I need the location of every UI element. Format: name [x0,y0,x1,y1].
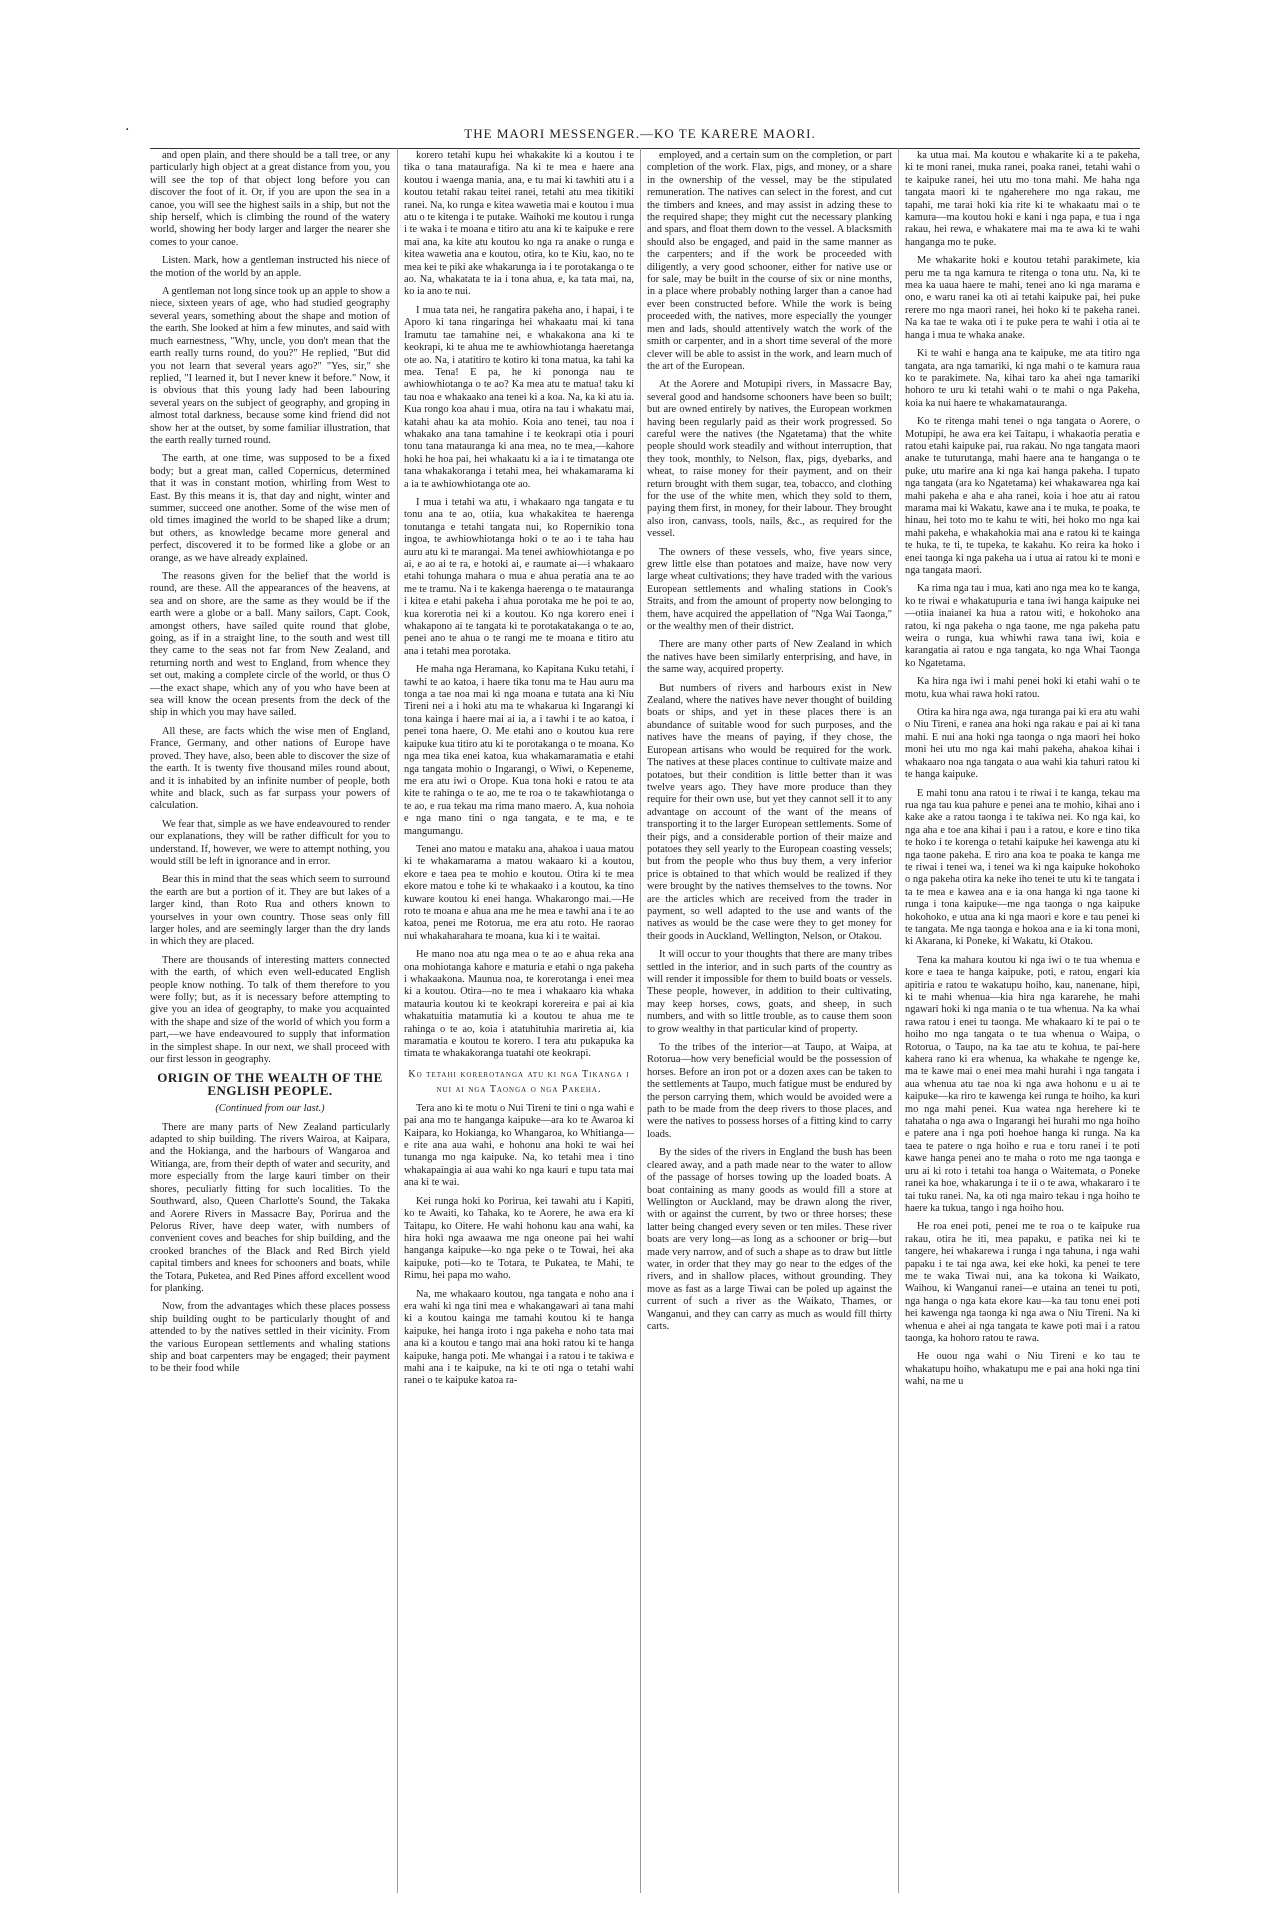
paragraph: Otira ka hira nga awa, nga turanga pai ki era atu wahi o Niu Tireni, e ranea ana hoki nga rakau e pai ai ki tana mahi. E nui ana hoki nga taonga o nga maori hei hoko moni hei utu mo nga kai mahi pakeha, ahakoa kihai i whakaaro noa nga tangata o aua wahi kia tahuri ratou ki te hanga kaipuke. [905,707,1140,781]
paragraph: He mano noa atu nga mea o te ao e ahua reka ana ona mohiotanga kahore e maturia e etahi o nga pakeha i whakaakona. Maunua noa, te korerotanga i enei mea ki a koutou. Otira—no te mea i whakaaro kia whaka matauria koutou ki te keokrapi korereira e pai ai kia whakatuitia matamutia ki a koutou te ahua me te rahinga o te ao, koia i atatuhituhia mariretia ai, kia maramatia e koutou te korero. I tera atu pukapuka ka timata te whakakoranga tuatahi ote keokrapi. [404,949,634,1060]
paragraph: All these, are facts which the wise men of England, France, Germany, and other nations of Europe have proved. They have, also, been able to discover the size of the earth. It is twenty five thousand miles round about, and it is inhabited by an infinite number of people, both white and black, such as far surpass your powers of calculation. [150,725,390,812]
paragraph: employed, and a certain sum on the completion, or part completion of the work. Flax, pigs, and money, or a share in the ownership of the vessel, may be the stipulated remuneration. The natives can select in the forest, and cut the timbers and knees, and may assist in adzing these to the required shape; they might cut the necessary planking and spars, and float them down to the vessel. A blacksmith should also be engaged, and paid in the same manner as the carpenters; and if the work be proceeded with diligently, a very good schooner, either for native use or for sale, may be built in the course of six or nine months, in a place where probably nothing larger than a canoe had ever been constructed before. While the work is being proceeded with, the natives, more especially the younger men and lads, should attentively watch the work of the smith or carpenter, and in a short time several of the more clever will be able to assist in the work, and learn much of the art of the European. [647,150,892,372]
paragraph: To the tribes of the interior—at Taupo, at Waipa, at Rotorua—how very beneficial would be the possession of horses. Before an iron pot or a dozen axes can be taken to the settlements at Taupo, much fatigue must be endured by the person carrying them, which would be avoided were a path to be made from the deep rivers to those places, and were the natives to possess horses of a fitting kind to carry loads. [647,1042,892,1140]
paragraph: The owners of these vessels, who, five years since, grew little else than potatoes and maize, have now very large wheat cultivations; they have traded with the various European settlements and whaling stations in Cook's Straits, and from the amount of property now belonging to them, have acquired the appellation of "Nga Wai Taonga," or the wealthy men of their district. [647,546,892,633]
paragraph: The reasons given for the belief that the world is round, are these. All the appearances of the heavens, at sea and on shore, are the same as they would be if the earth were a globe or a ball. Many sailors, Capt. Cook, amongst others, have sailed quite round that globe, going, as if in a straight line, to the south and west till they came to the seas not far from New Zealand, and returning north and west to England, from whence they set out, making a complete circle of the world, or thus O—the exact shape, which any of you who have been at sea will know the ocean presents from the deck of the ship in which you may have sailed. [150,571,390,719]
paragraph: A gentleman not long since took up an apple to show a niece, sixteen years of age, who had studied geography several years, something about the shape and motion of the earth. She looked at him a few minutes, and said with much earnestness, "Why, uncle, you don't mean that the earth really turns round, do you?" He replied, "But did you not learn that several years ago?" "Yes, sir," she replied, "I learned it, but I never knew it before." Now, it is obvious that this young lady had been labouring several years on the subject of geography, and groping in almost total darkness, because some kind friend did not show her at the outset, by some familiar illustration, that the earth really turned round. [150,286,390,446]
paragraph: ka utua mai. Ma koutou e whakarite ki a te pakeha, ki te moni ranei, muka ranei, poaka ranei, tetahi wahi o te kaipuke ranei, hei utu mo tona mahi. Me haha nga tangata maori ki te ngaherehere mo nga rakau, me tapahi, me tarai hoki kia rite ki te whakaatu mai o te kamura—ma koutou hoki e kani i nga papa, e tua i nga rakau, hei rewa, e whakatere mai ma te awa ki te wahi hanganga mo te puke. [905,150,1140,248]
paragraph: Ko te ritenga mahi tenei o nga tangata o Aorere, o Motupipi, he awa era kei Taitapu, i whakaotia peratia e ratou etahi kaipuke pai, rua rakau. No nga tangata maori anake te tuturutanga, mahi haere ana te hanganga o te puke, utu marire ana ki nga kai hanga pakeha. I tupato nga tangata (ara ko Ngatetama) kei whakawarea nga kai mahi pakeha e aha e aha ranei, koia i hoe atu ai ratou marama mai ki Wakatu, kawe ana i te muka, te poaka, te hinau, hei toto mo te kahu te witi, hei hoko mo nga kai mahi pakeha, e whakahokia mai ana e ratou ki te kainga te huka, te ti, te tupeka, te kakahu. Ko reira ka hoko i enei taonga ki nga pakeha ua i utua ai ratou ki te moni e nga tangata maori. [905,416,1140,576]
paragraph: He maha nga Heramana, ko Kapitana Kuku tetahi, i tawhi te ao katoa, i haere tika tonu ma te Hau auru ma tonga a tae noa mai ki nga moana e tutata ana ki Niu Tireni nei a i hoki atu ma te whakarua ki Ingarangi ki tona kainga i haere mai ai ia, a i tawhi i te ao katoa, i penei tona haere, O. Me etahi ano o koutou kua rere kaipuke kua titiro atu ki te porotakanga o te moana. Ko nga mea tika enei katoa, kua whakamaramatia e etahi nga tangata mohio o Ingarangi, o Wiwi, o Kepeneme, me era atu iwi o Orope. Kua tona hoki e ratou te ata kite te rahinga o te ao, me te roa o te takawhiotanga o te ao, e rua tekau ma rima mano maero. A, kua nohoia e nga mano tini o nga tangata, e te ma, e te mangumangu. [404,664,634,837]
column-divider [397,148,398,1893]
paragraph: Tenei ano matou e mataku ana, ahakoa i uaua matou ki te whakamarama a matou wakaaro ki a koutou, ekore e taea pea te mohio e koutou. Otira ki te mea ekore matou e tohe ki te whakaako i a koutou, ka tino kuware koutou ki enei hanga. Whakarongo mai.—He roto te moana e ahua ana me he mea e tawhi ana i te ao katoa, penei me Rotorua, me era atu roto. He raorao nui whakaharahara te moana, kua ki i te waitai. [404,843,634,942]
paragraph: There are many other parts of New Zealand in which the natives have been similarly enterprising, and have, in the same way, acquired property. [647,639,892,676]
paragraph: Ka hira nga iwi i mahi penei hoki ki etahi wahi o te motu, kua whai rawa hoki ratou. [905,676,1140,700]
article-title: ORIGIN OF THE WEALTH OF THE ENGLISH PEOPLE. [157,1070,383,1098]
paragraph: We fear that, simple as we have endeavoured to render our explanations, they will be rather difficult for you to understand. If, however, we were to attempt nothing, you would still be left in ignorance and in error. [150,818,390,867]
paragraph: By the sides of the rivers in England the bush has been cleared away, and a path made near to the water to allow of the passage of horses towing up the loaded boats. A boat containing as many goods as would fill a store at Wellington or Auckland, may be drawn along the river, with or against the current, by two or three horses; these latter being changed every seven or ten miles. These river boats are very long—as long as a schooner or brig—but made very narrow, and of such a shape as to draw but little water, in order that they may go near to the edges of the rivers, and in shallow places, without grounding. They move as fast as a large Tiwai can be poled up against the current of such a river as the Waikato, Thames, or Wanganui, and they can carry as much as would fill thirty carts. [647,1147,892,1332]
paragraph: There are many parts of New Zealand particularly adapted to ship building. The rivers Wairoa, at Kaipara, and the Hokianga, and the harbours of Wangaroa and Witianga, are, from their depth of water and security, and more especially from the large kauri timber on their shores, peculiarly fitting for such localities. To the Southward, also, Queen Charlotte's Sound, the Takaka and Aorere Rivers in Massacre Bay, Porirua and the Pelorus River, have deep water, with numbers of convenient coves and beaches for ship building, and the crooked branches of the Black and Red Birch yield capital timbers and knees for schooners and boats, while the Totara, Puketea, and Red Pines afford excellent wood for planking. [150,1121,390,1294]
paragraph: The earth, at one time, was supposed to be a fixed body; but a great man, called Copernicus, determined that it was in constant motion, whirling from West to East. By this means it is, that day and night, winter and summer, succeed one another. Some of the wise men of old times imagined the world to be shaped like a drum; but others, as knowledge became more general and perfect, discovered it to be formed like a globe or an orange, as we have already explained. [150,453,390,564]
column-divider [898,148,899,1893]
paragraph: Ki te wahi e hanga ana te kaipuke, me ata titiro nga tangata, ara nga tamariki, ki nga mahi o te kamura raua ko te parakimete. Na, kihai taro ka ahei nga tamariki hohoro te uru ki tetahi wahi o te mahi o nga Pakeha, koia ka nui haere te whakamatauranga. [905,348,1140,409]
masthead-rule [150,148,1140,149]
paragraph: He ouou nga wahi o Niu Tireni e ko tau te whakatupu hoiho, whakatupu me e pai ana hoki nga tini wahi, na me u [905,1351,1140,1388]
column-english-2 [647,150,892,1895]
paragraph: Now, from the advantages which these places possess ship building ought to be particularly thought of and attended to by the natives settled in their vicinity. From the various European settlements and whaling stations ship and boat carpenters may be engaged; their payment to be their food while [150,1301,390,1375]
paragraph: It will occur to your thoughts that there are many tribes settled in the interior, and in such parts of the country as will render it impossible for them to build boats or vessels. These people, however, in addition to their cultivating, may keep horses, cows, goats, and sheep, in such numbers, and with so little trouble, as to cause them soon to grow wealthy in that particular kind of property. [647,949,892,1035]
paragraph: Tera ano ki te motu o Nui Tireni te tini o nga wahi e pai ana mo te hanganga kaipuke—ara ko te Awaroa ki Kaipara, ko Hokianga, ko Whangaroa, ko Whitianga—e rite ana aua wahi, e hohonu ana hoki te wai hei tunanga mo nga kaipuke. Na, ko tetahi mea i tino whakapaingia ai aua wahi ko nga kauri e tupu tata mai ana ki te wai. [404,1102,634,1189]
paragraph: There are thousands of interesting matters connected with the earth, of which even well-educated English people know nothing. To talk of them therefore to you were folly; but, as it is necessary before attempting to give you an idea of geography, to make you acquainted with the shape and size of the world of which you form a part,—we have endeavoured to supply that information in the simplest shape. In our next, we shall proceed with our first lesson in geography. [150,954,390,1066]
paragraph: and open plain, and there should be a tall tree, or any particularly high object at a great distance from you, you will see the top of that object long before you can discover the foot of it. Or, if you are upon the sea in a canoe, you will see the highest sails in a ship, but not the ship herself, which is climbing the round of the watery world, showing her body larger and larger the nearer she comes to your canoe. [150,150,390,248]
paragraph: Listen. Mark, how a gentleman instructed his niece of the motion of the world by an apple. [150,255,390,279]
paragraph: But numbers of rivers and harbours exist in New Zealand, where the natives have never thought of building boats or ships, and yet in these places there is an abundance of suitable wood for such purposes, and the natives have the means of paying, if they chose, the European artisans who would be required for the work. The natives at these places continue to cultivate maize and potatoes, but their condition is little better than it was twelve years ago. They have more produce than they require for their own use, but yet they cannot sell it to any advantage on account of the want of the means of transporting it to the larger European settlements. Some of their pigs, and a considerable portion of their maize and potatoes they sell yearly to the European coasting vessels; but from the people who thus buy them, a very inferior price is obtained to that which would be realized if they were brought by the natives themselves to the towns. Nor are the articles which are received from the trader in payment, so well adapted to the use and wants of the natives as would be the case were they to get money for their goods in Auckland, Wellington, Nelson, or Otakou. [647,682,892,942]
paragraph: Ka rima nga tau i mua, kati ano nga mea ko te kanga, ko te riwai e whakatupuria e tana iwi hanga kaipuke nei—otiia inaianei ka hua a ratou witi, e hokohoko ana ratou, ki nga pakeha o nga taone, me nga pakeha patu weira o runga, kua whiwhi rawa tana iwi, koia e karangatia ai ratou e nga tangata, ko nga Whai Taonga ko Ngatetama. [905,583,1140,669]
paragraph: Bear this in mind that the seas which seem to surround the earth are but a portion of it. They are but lakes of a larger kind, than Roto Rua and others known to yourselves in your own country. Those seas only fill larger holes, and are seemingly larger than the dry lands in which they are placed. [150,874,390,948]
column-maori-2 [905,150,1140,1895]
paragraph: Na, me whakaaro koutou, nga tangata e noho ana i era wahi ki nga tini mea e whakangawari ai tana mahi ki a koutou kainga me tamahi koutou ki te hanga kaipuke, hei hanga iroto i nga pakeha e noho tata mai ana ki a koutou e tango mai ana hoki ratou ki te hanga kaipuke, hanga poti. Me whangai i a ratou i te takiwa e mahi ana i te kaipuke, na ki te oti nga o tetahi wahi ranei o te kaipuke katoa ra- [404,1288,634,1387]
page-mark: . [125,118,130,134]
paragraph: Me whakarite hoki e koutou tetahi parakimete, kia peru me ta nga kamura te ritenga o tona utu. Na, ki te mea ka uaua haere te mahi, tenei ano ki nga marama e ono, e waru ranei ka oti ai tetahi kaipuke pai, hei puke rerere mo nga maori ranei, hei hoko ki te pakeha ranei. Na ka tae te waka oti i te puke pera te wahi i otia ai te hanga i mua te whaka anake. [905,255,1140,341]
article-subtitle: (Continued from our last.) [215,1103,325,1115]
article-title: Ko tetahi korerotanga atu ki nga Tikanga i nui ai nga Taonga o nga Pakeha. [408,1068,630,1095]
column-divider [640,148,641,1893]
column-maori-1 [404,150,634,1895]
paragraph: Kei runga hoki ko Porirua, kei tawahi atu i Kapiti, ko te Awaiti, ko Tahaka, ko te Aorere, he awa era ki Taitapu, ko Oitere. He wahi hohonu kau ana wahi, ka hira hoki nga awaawa me nga oneone pai hei wahi hanganga kaipuke—ko nga peke o te Towai, hei aka kaipuke, poti—ko te Totara, te Pukatea, te Mahi, te Rimu, hei papa mo waho. [404,1195,634,1282]
paragraph: Tena ka mahara koutou ki nga iwi o te tua whenua e kore e taea te hanga kaipuke, poti, e ratou, engari kia apitiria e ratou te wakatupu hoiho, kau, nanenane, hipi, ki te mahi whenua—kia hira nga kararehe, he mahi ngawari hoki ki nga mania o te tua whenua. Na ka whai rawa ratou i enei tu taonga. Me whakaaro ki te pai o te hoiho mo nga tangata o te tua whenua o Waipa, o Rotorua, o Taupo, na ka tae atu te kohua, te pai-here kahera rano ki era whenua, ka whakahe te ngenge ke, ma te kawe mai o enei mea mahi hurahi i nga tangata i aua whenua atu tae noa ki nga awa hohonu e u ai te kaipuke—ka riro te kawenga kei runga te hoiho, ka kuri mo nga mahi penei. Kua watea nga herehere ki te tahataha o nga awa o Ingarangi hei hurahi mo nga hoiho e patere ana i nga poti hoehoe hanga ki runga. Na ka taea te patere o nga hoiho e rua e toru ranei i te poti kawe hanga penei ano te maha o roto me nga taonga e uru ai ki roto i tetahi toa hanga o Waitemata, o Poneke ranei ka hoe, whakarunga i te ii o te awa, whakararo i te tai tuku ranei. Na, ka oti nga mairo tekau i nga hoiho te haere ka tukua, tango i nga hoiho hou. [905,954,1140,1214]
paragraph: korero tetahi kupu hei whakakite ki a koutou i te tika o tana mataurafiga. Na ki te mea e haere ana koutou i waenga mania, ana, e tu mai ki tawhiti atu i a koutou tetahi rakau teitei ranei, tetahi atu mea tikitiki ranei. Na, ko runga e kitea wawetia mai e koutou i mua atu o te kitenga i te putake. Waihoki me koutou i runga i te waka i te moana e titiro atu ana ki te kaipuke e rere mai ana, ka kite atu koutou ko nga ra anake o runga e kitea wawetia ana e koutou, otira, ko te Kiu, kao, no te mea kei te piki ake whakarunga ia i te porotakanga o te ao. Na, whakatata te ia i tona ahua, e, ka tata mai, na, ko ia ano te nui. [404,150,634,298]
masthead: THE MAORI MESSENGER.—KO TE KARERE MAORI. [464,126,816,141]
paragraph: E mahi tonu ana ratou i te riwai i te kanga, tekau ma rua nga tau kua pahure e penei ana te mohio, kihai ano i kake ake a ratou taonga i te takiwa nei. Ko nga kai, ko nga aha e toe ana kihai i pau i a ratou, e kore e tino tika te hoko i te korenga o tetahi kaipuke hei kawenga atu ki nga taone pakeha. E riro ana koa te poaka te kanga me te riwai i tenei wa, i tenei wa ki nga kaipuke hokohoko o nga pakeha otira ka neke iho tenei te utu ki te tangata i ta te mea e kawea ana e ia ona hanga ki nga taone ki runga i tona kaipuke—me nga taonga o nga kaipuke hokohoko, e utua ana ki nga maori e kore e tau penei ki te tangata. Me nga taonga e hokoa ana e ia ki tona moni, ki Akarana, ki Poneke, ki Wakatu, ki Otakou. [905,787,1140,948]
paragraph: At the Aorere and Motupipi rivers, in Massacre Bay, several good and handsome schooners have been so built; but are owned entirely by natives, the European workmen having been regularly paid as their work progressed. So careful were the natives (the Ngatetama) that the white people should work steadily and without interruption, that they took, monthly, to Nelson, flax, pigs, dyebarks, and wheat, to raise money for their payment, and on their return brought with them sugar, tea, tobacco, and clothing for the use of the white men, which they sold to them, paying them first, in money, for their labour. They brought also iron, canvass, tools, nails, &c., as required for the vessel. [647,379,892,540]
paragraph: He roa enei poti, penei me te roa o te kaipuke rua rakau, otira he iti, mea papaku, e patika nei ki te tangere, hei whakarewa i runga i nga tahuna, i nga wahi papaku i te tai nga awa, kei eke hoki, ka penei te tere me te waka Tiwai nui, ana ka tokona ki Waikato, Waihou, ki Wanganui ranei—e utaina an tenei tu poti, nga hanga o nga kata ekore kau—ka tau tonu enei poti hei kawenga nga taonga ki nga awa o Niu Tireni. Na ki whenua e ahei ai nga tangata te kawe poti mai i a ratou taonga, ka hohoro ratou te rawa. [905,1221,1140,1344]
column-english-1 [150,150,390,1895]
paragraph: I mua i tetahi wa atu, i whakaaro nga tangata e tu tonu ana te ao, otiia, kua whakakitea te haerenga tonutanga e tetahi tangata nui, ko Ropernikio tona ingoa, te awhiowhiotanga hoki o te ao i te taha hau auru atu ki te marangai. Ma tenei awhiowhiotanga e po ai, e ao ai te ra, e hotoki ai, e raumate ai—i whakaaro etahi tohunga mahara o mua e ahua peratia ana te ao me te tramu. Na i te kakenga haerenga o te matauranga i kitea e etahi pakeha i ahua porotaka me he poi te ao, kua korerotia nei ki a koutou. Ko nga korero enei i whakapono ai te tangata ki te porotakatakanga o te ao, penei ano te ahua o te rangi me te moana e titiro atu ana i tetahi mea porotaka. [404,496,634,657]
paragraph: I mua tata nei, he rangatira pakeha ano, i hapai, i te Aporo ki tana ringaringa hei whakaatu mai ki tana Iramutu tae tamahine nei, e whakakona ana ki te keokrapi, ki te ahua me te awhiowhiotanga haeretanga ote ao. Na, i atatitiro te kotiro ki tona matua, ka tahi ka mea. Tena! E pa, he ki pononga nau te awhiowhiotanga o te ao? Ka mea atu te matua! taku ki tau noa e whakaako ana tenei ki a koa. Na, ka ki atu ia. Kua rongo koa ahau i mua, otira na tau i whakatu mai, katahi ahau ka ata mohio. Koia ano tenei, tau noa i whakako ana tana tamahine i te keokrapi otia i pouri tonu tana matauranga ki ana mea, no te mea,—kahore hoki he hoa pai, hei whakaatu ki a ia i te timatanga ote tana whakakoranga i tetahi mea, hei whakamarama ki a ia te awhiowhiotanga ote ao. [404,304,634,490]
